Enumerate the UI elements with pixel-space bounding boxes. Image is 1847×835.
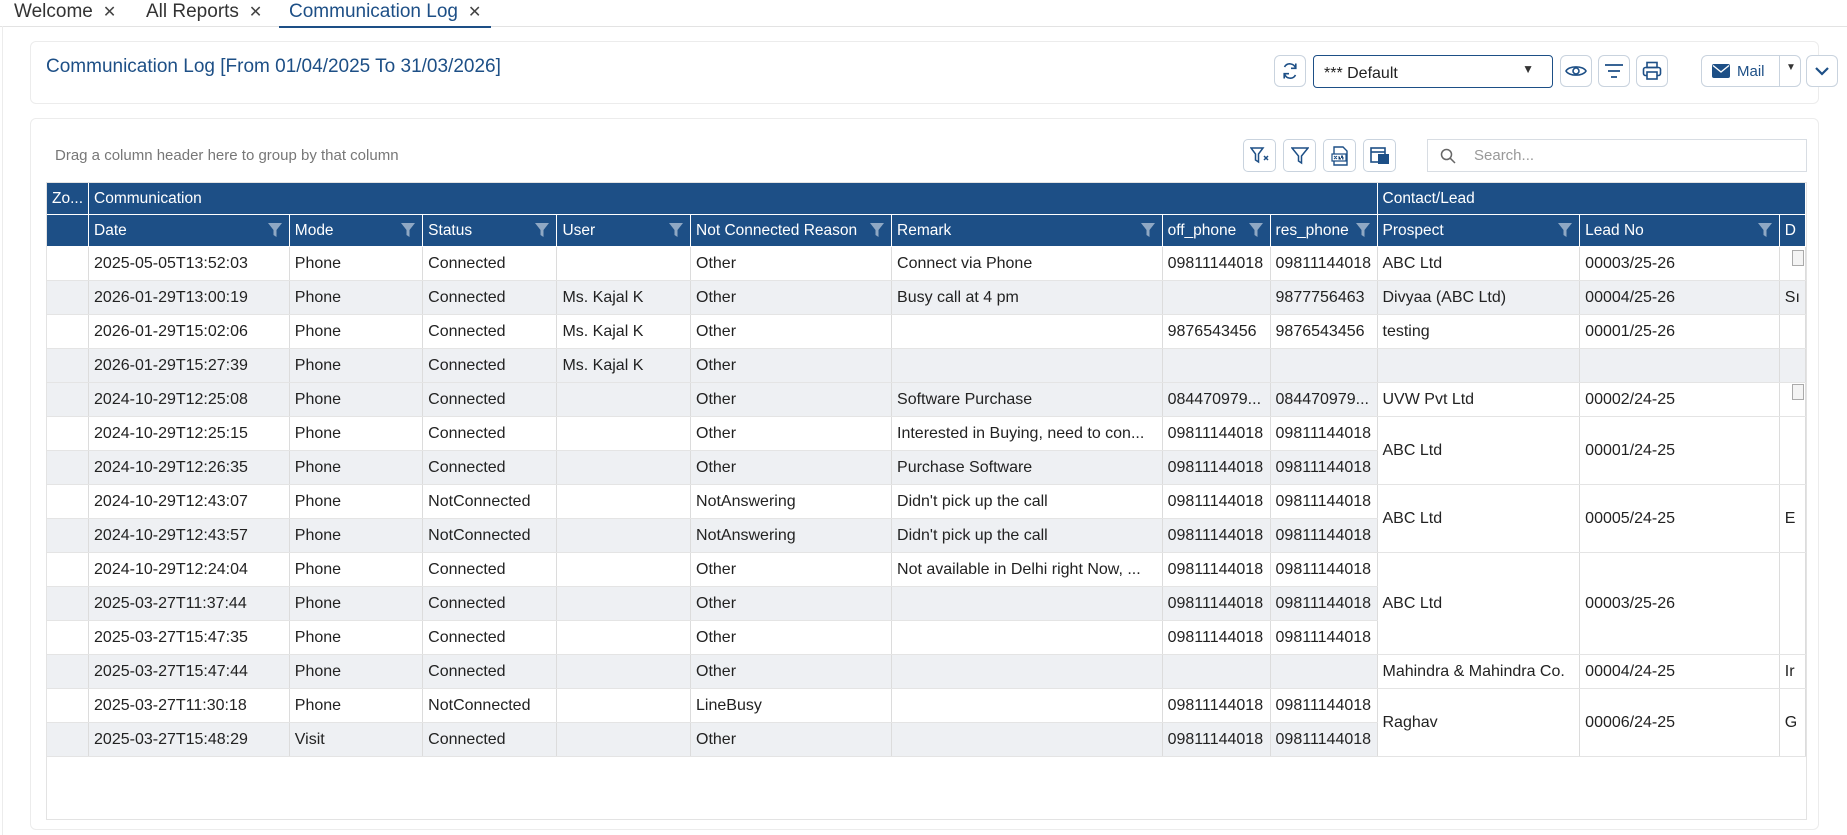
column-header-label: D: [1784, 221, 1796, 239]
d-cell[interactable]: Sı: [1779, 281, 1805, 315]
d-cell[interactable]: [1779, 417, 1805, 485]
status-cell[interactable]: Connected: [423, 655, 557, 689]
column-filter-icon[interactable]: [267, 222, 283, 243]
mode-cell[interactable]: Visit: [289, 723, 422, 757]
filter-icon: [1557, 222, 1573, 238]
lead-cell[interactable]: 00001/25-26: [1580, 315, 1780, 349]
res-cell[interactable]: [1270, 655, 1377, 689]
remark-cell[interactable]: Not available in Delhi right Now, ...: [892, 553, 1163, 587]
remark-cell[interactable]: [892, 655, 1163, 689]
res-cell[interactable]: 09811144018: [1270, 723, 1377, 757]
column-chooser-icon: [1370, 147, 1390, 165]
status-cell[interactable]: NotConnected: [423, 519, 557, 553]
column-header-res-phone[interactable]: [1270, 215, 1377, 247]
search-field[interactable]: [1427, 139, 1807, 172]
user-cell[interactable]: [557, 417, 691, 451]
date-cell[interactable]: 2024-10-29T12:25:15: [89, 417, 290, 451]
res-cell[interactable]: 09811144018: [1270, 417, 1377, 451]
prospect-cell[interactable]: ABC Ltd: [1377, 553, 1580, 655]
zone-cell[interactable]: [47, 723, 89, 757]
table-row[interactable]: [47, 553, 1806, 587]
prospect-cell[interactable]: UVW Pvt Ltd: [1377, 383, 1580, 417]
envelope-icon: [1712, 64, 1730, 78]
tab-bar: [0, 0, 1847, 27]
mode-cell[interactable]: Phone: [289, 349, 422, 383]
status-cell[interactable]: Connected: [423, 315, 557, 349]
res-cell[interactable]: 09811144018: [1270, 485, 1377, 519]
reason-cell[interactable]: NotAnswering: [691, 485, 892, 519]
prospect-cell[interactable]: ABC Ltd: [1377, 417, 1580, 485]
user-cell[interactable]: [557, 587, 691, 621]
date-cell[interactable]: 2026-01-29T13:00:19: [89, 281, 290, 315]
column-header-label: Lead No: [1585, 221, 1644, 239]
date-cell[interactable]: 2025-03-27T15:47:44: [89, 655, 290, 689]
off-cell[interactable]: [1162, 349, 1270, 383]
preview-button[interactable]: [1560, 55, 1592, 87]
date-cell[interactable]: 2025-03-27T11:30:18: [89, 689, 290, 723]
mode-cell[interactable]: Phone: [289, 247, 422, 281]
mail-button[interactable]: [1701, 55, 1801, 87]
zone-cell[interactable]: [47, 383, 89, 417]
lead-cell[interactable]: 00004/24-25: [1580, 655, 1780, 689]
reason-cell[interactable]: NotAnswering: [691, 519, 892, 553]
mode-cell[interactable]: Phone: [289, 689, 422, 723]
caret-down-icon[interactable]: ▼: [1786, 62, 1796, 73]
mode-cell[interactable]: Phone: [289, 485, 422, 519]
report-header: [30, 41, 1819, 104]
res-cell[interactable]: [1270, 349, 1377, 383]
off-cell[interactable]: 09811144018: [1162, 723, 1270, 757]
column-header-label: Date: [94, 221, 127, 239]
user-cell[interactable]: [557, 485, 691, 519]
off-cell[interactable]: 9876543456: [1162, 315, 1270, 349]
scrollbar-thumb[interactable]: [1792, 250, 1804, 266]
prospect-cell[interactable]: [1377, 349, 1580, 383]
column-header-label: User: [562, 221, 596, 239]
chevron-down-icon: [1814, 66, 1830, 76]
zone-cell[interactable]: [47, 417, 89, 451]
off-cell[interactable]: [1162, 281, 1270, 315]
d-cell[interactable]: [1779, 315, 1805, 349]
lead-cell[interactable]: [1580, 349, 1780, 383]
tab-label: Communication Log: [289, 1, 458, 22]
column-header-mode[interactable]: [289, 215, 422, 247]
status-cell[interactable]: NotConnected: [423, 689, 557, 723]
tab-all-reports[interactable]: [146, 0, 262, 26]
off-cell[interactable]: 09811144018: [1162, 417, 1270, 451]
mode-cell[interactable]: Phone: [289, 315, 422, 349]
divider: [1779, 56, 1780, 86]
filter-icon: [1355, 222, 1371, 238]
status-cell[interactable]: Connected: [423, 587, 557, 621]
off-cell[interactable]: 09811144018: [1162, 247, 1270, 281]
prospect-cell[interactable]: Divyaa (ABC Ltd): [1377, 281, 1580, 315]
status-cell[interactable]: Connected: [423, 281, 557, 315]
grid-card: [30, 118, 1819, 830]
tab-communication-log[interactable]: [279, 0, 491, 28]
off-cell[interactable]: 09811144018: [1162, 553, 1270, 587]
lead-cell[interactable]: 00004/25-26: [1580, 281, 1780, 315]
zone-cell[interactable]: [47, 247, 89, 281]
d-cell[interactable]: [1779, 553, 1805, 655]
column-header-label: Prospect: [1382, 221, 1444, 239]
remark-cell[interactable]: [892, 587, 1163, 621]
res-cell[interactable]: 09811144018: [1270, 689, 1377, 723]
date-cell[interactable]: 2024-10-29T12:24:04: [89, 553, 290, 587]
scrollbar-thumb[interactable]: [1792, 384, 1804, 400]
column-chooser-button[interactable]: [1363, 139, 1396, 172]
reason-cell[interactable]: Other: [691, 621, 892, 655]
lead-cell[interactable]: 00002/24-25: [1580, 383, 1780, 417]
d-cell[interactable]: Ir: [1779, 655, 1805, 689]
column-filter-icon[interactable]: [1248, 222, 1264, 243]
filter-icon: [267, 222, 283, 238]
mode-cell[interactable]: Phone: [289, 281, 422, 315]
excel-export-icon: [1330, 146, 1350, 166]
export-excel-button[interactable]: [1323, 139, 1356, 172]
prospect-cell[interactable]: ABC Ltd: [1377, 247, 1580, 281]
close-icon[interactable]: ✕: [102, 4, 117, 21]
user-cell[interactable]: [557, 553, 691, 587]
remark-cell[interactable]: Purchase Software: [892, 451, 1163, 485]
status-cell[interactable]: Connected: [423, 451, 557, 485]
column-header-remark[interactable]: [892, 215, 1163, 247]
mode-cell[interactable]: Phone: [289, 553, 422, 587]
clear-filter-button[interactable]: [1243, 139, 1276, 172]
column-header-status[interactable]: [423, 215, 557, 247]
zone-cell[interactable]: [47, 485, 89, 519]
chevron-down-icon: ▼: [1522, 62, 1534, 76]
user-cell[interactable]: [557, 655, 691, 689]
res-cell[interactable]: 09811144018: [1270, 621, 1377, 655]
res-cell[interactable]: 09811144018: [1270, 247, 1377, 281]
reason-cell[interactable]: Other: [691, 315, 892, 349]
remark-cell[interactable]: Connect via Phone: [892, 247, 1163, 281]
off-cell[interactable]: 084470979...: [1162, 383, 1270, 417]
res-cell[interactable]: 9876543456: [1270, 315, 1377, 349]
table-row[interactable]: [47, 281, 1806, 315]
filter-icon: [1757, 222, 1773, 238]
prospect-cell[interactable]: ABC Ltd: [1377, 485, 1580, 553]
table-row[interactable]: [47, 689, 1806, 723]
lead-cell[interactable]: 00003/25-26: [1580, 553, 1780, 655]
remark-cell[interactable]: Software Purchase: [892, 383, 1163, 417]
communication-table: [47, 183, 1806, 757]
zone-cell[interactable]: [47, 315, 89, 349]
user-cell[interactable]: Ms. Kajal K: [557, 281, 691, 315]
d-cell[interactable]: E: [1779, 485, 1805, 553]
date-cell[interactable]: 2026-01-29T15:02:06: [89, 315, 290, 349]
column-header-lead-no[interactable]: [1580, 215, 1780, 247]
reason-cell[interactable]: Other: [691, 723, 892, 757]
mode-cell[interactable]: Phone: [289, 519, 422, 553]
zone-cell[interactable]: [47, 689, 89, 723]
status-cell[interactable]: Connected: [423, 553, 557, 587]
filter-icon: [1248, 222, 1264, 238]
tab-label: Welcome: [14, 1, 93, 22]
remark-cell[interactable]: Didn't pick up the call: [892, 519, 1163, 553]
off-cell[interactable]: 09811144018: [1162, 587, 1270, 621]
lead-cell[interactable]: 00005/24-25: [1580, 485, 1780, 553]
zone-cell[interactable]: [47, 349, 89, 383]
column-filter-icon[interactable]: [1355, 222, 1371, 243]
column-filter-icon[interactable]: [400, 222, 416, 243]
date-cell[interactable]: 2025-03-27T15:47:35: [89, 621, 290, 655]
mode-cell[interactable]: Phone: [289, 383, 422, 417]
status-cell[interactable]: Connected: [423, 349, 557, 383]
date-cell[interactable]: 2025-05-05T13:52:03: [89, 247, 290, 281]
off-cell[interactable]: 09811144018: [1162, 485, 1270, 519]
close-icon[interactable]: ✕: [248, 4, 263, 21]
eye-icon: [1565, 63, 1587, 79]
zone-column-header[interactable]: [47, 215, 89, 247]
user-cell[interactable]: [557, 689, 691, 723]
filter-icon: [534, 222, 550, 238]
lead-cell[interactable]: 00001/24-25: [1580, 417, 1780, 485]
table-row[interactable]: [47, 349, 1806, 383]
search-icon: [1440, 148, 1456, 164]
sort-lines-icon: [1604, 63, 1624, 79]
mail-label: Mail: [1737, 63, 1765, 80]
column-header-label: res_phone: [1275, 221, 1349, 239]
zone-cell[interactable]: [47, 281, 89, 315]
column-header-label: Status: [428, 221, 473, 239]
off-cell[interactable]: [1162, 655, 1270, 689]
zone-cell[interactable]: [47, 655, 89, 689]
filter-icon: [400, 222, 416, 238]
status-cell[interactable]: Connected: [423, 383, 557, 417]
reason-cell[interactable]: Other: [691, 553, 892, 587]
date-cell[interactable]: 2024-10-29T12:43:57: [89, 519, 290, 553]
search-input[interactable]: [1472, 146, 1796, 165]
res-cell[interactable]: 09811144018: [1270, 451, 1377, 485]
group-panel-hint: Drag a column header here to group by that column: [55, 147, 399, 164]
off-cell[interactable]: 09811144018: [1162, 689, 1270, 723]
column-filter-icon[interactable]: [869, 222, 885, 243]
res-cell[interactable]: 09811144018: [1270, 519, 1377, 553]
column-filter-icon[interactable]: [534, 222, 550, 243]
zone-cell[interactable]: [47, 451, 89, 485]
reason-cell[interactable]: Other: [691, 587, 892, 621]
remark-cell[interactable]: [892, 349, 1163, 383]
zone-cell[interactable]: [47, 519, 89, 553]
res-cell[interactable]: 084470979...: [1270, 383, 1377, 417]
mode-cell[interactable]: Phone: [289, 655, 422, 689]
date-cell[interactable]: 2024-10-29T12:25:08: [89, 383, 290, 417]
date-cell[interactable]: 2026-01-29T15:27:39: [89, 349, 290, 383]
status-cell[interactable]: Connected: [423, 417, 557, 451]
reason-cell[interactable]: Other: [691, 655, 892, 689]
column-header-date[interactable]: [89, 215, 290, 247]
status-cell[interactable]: Connected: [423, 247, 557, 281]
user-cell[interactable]: [557, 519, 691, 553]
column-header-label: off_phone: [1167, 221, 1237, 239]
lead-cell[interactable]: 00006/24-25: [1580, 689, 1780, 757]
band-header-contact-lead: Contact/Lead: [1377, 183, 1806, 215]
refresh-button[interactable]: [1274, 55, 1306, 87]
table-row[interactable]: [47, 247, 1806, 281]
user-cell[interactable]: [557, 247, 691, 281]
user-cell[interactable]: [557, 723, 691, 757]
column-filter-icon[interactable]: [668, 222, 684, 243]
date-cell[interactable]: 2024-10-29T12:43:07: [89, 485, 290, 519]
table-row[interactable]: [47, 485, 1806, 519]
printer-icon: [1642, 61, 1662, 81]
status-cell[interactable]: NotConnected: [423, 485, 557, 519]
table-row[interactable]: [47, 417, 1806, 451]
filter-icon: [869, 222, 885, 238]
data-grid: [46, 182, 1807, 820]
status-cell[interactable]: Connected: [423, 723, 557, 757]
date-cell[interactable]: 2025-03-27T11:37:44: [89, 587, 290, 621]
reason-cell[interactable]: Other: [691, 281, 892, 315]
view-select[interactable]: [1313, 55, 1553, 88]
zone-cell[interactable]: [47, 621, 89, 655]
lead-cell[interactable]: 00003/25-26: [1580, 247, 1780, 281]
reason-cell[interactable]: Other: [691, 417, 892, 451]
remark-cell[interactable]: [892, 315, 1163, 349]
column-filter-icon[interactable]: [1757, 222, 1773, 243]
remark-cell[interactable]: [892, 621, 1163, 655]
user-cell[interactable]: [557, 383, 691, 417]
table-row[interactable]: [47, 655, 1806, 689]
column-header-user[interactable]: [557, 215, 691, 247]
res-cell[interactable]: 09811144018: [1270, 553, 1377, 587]
remark-cell[interactable]: Didn't pick up the call: [892, 485, 1163, 519]
close-icon[interactable]: ✕: [467, 4, 482, 21]
filter-icon: [668, 222, 684, 238]
view-select-value: *** Default: [1324, 65, 1398, 82]
reason-cell[interactable]: Other: [691, 247, 892, 281]
d-cell[interactable]: [1779, 349, 1805, 383]
column-header-prospect[interactable]: [1377, 215, 1580, 247]
remark-cell[interactable]: Busy call at 4 pm: [892, 281, 1163, 315]
res-cell[interactable]: 9877756463: [1270, 281, 1377, 315]
remark-cell[interactable]: [892, 723, 1163, 757]
table-row[interactable]: [47, 315, 1806, 349]
user-cell[interactable]: Ms. Kajal K: [557, 315, 691, 349]
column-filter-icon[interactable]: [1140, 222, 1156, 243]
tab-label: All Reports: [146, 1, 239, 22]
print-button[interactable]: [1636, 55, 1668, 87]
remark-cell[interactable]: Interested in Buying, need to con...: [892, 417, 1163, 451]
off-cell[interactable]: 09811144018: [1162, 451, 1270, 485]
reason-cell[interactable]: Other: [691, 451, 892, 485]
user-cell[interactable]: [557, 451, 691, 485]
prospect-cell[interactable]: Mahindra & Mahindra Co.: [1377, 655, 1580, 689]
clear-filter-icon: [1250, 147, 1270, 165]
collapse-button[interactable]: [1806, 55, 1838, 87]
column-header-off-phone[interactable]: [1162, 215, 1270, 247]
reason-cell[interactable]: Other: [691, 383, 892, 417]
table-row[interactable]: [47, 383, 1806, 417]
prospect-cell[interactable]: testing: [1377, 315, 1580, 349]
d-cell[interactable]: G: [1779, 689, 1805, 757]
column-filter-icon[interactable]: [1557, 222, 1573, 243]
reason-cell[interactable]: LineBusy: [691, 689, 892, 723]
mode-cell[interactable]: Phone: [289, 451, 422, 485]
prospect-cell[interactable]: Raghav: [1377, 689, 1580, 757]
filter-button[interactable]: [1283, 139, 1316, 172]
filter-icon: [1291, 147, 1309, 165]
filter-icon: [1140, 222, 1156, 238]
mode-cell[interactable]: Phone: [289, 417, 422, 451]
mode-cell[interactable]: Phone: [289, 621, 422, 655]
tab-welcome[interactable]: [14, 0, 116, 26]
column-header-label: Not Connected Reason: [696, 221, 858, 239]
page-title: Communication Log [From 01/04/2025 To 31/03/2026]: [46, 56, 501, 77]
off-cell[interactable]: 09811144018: [1162, 621, 1270, 655]
user-cell[interactable]: Ms. Kajal K: [557, 349, 691, 383]
refresh-icon: [1280, 61, 1300, 81]
date-cell[interactable]: 2025-03-27T15:48:29: [89, 723, 290, 757]
status-cell[interactable]: Connected: [423, 621, 557, 655]
column-header-label: Mode: [294, 221, 334, 239]
filter-settings-button[interactable]: [1598, 55, 1630, 87]
column-header-label: Remark: [897, 221, 952, 239]
user-cell[interactable]: [557, 621, 691, 655]
reason-cell[interactable]: Other: [691, 349, 892, 383]
zone-cell[interactable]: [47, 587, 89, 621]
remark-cell[interactable]: [892, 689, 1163, 723]
column-header-not-connected-reason[interactable]: [691, 215, 892, 247]
mode-cell[interactable]: Phone: [289, 587, 422, 621]
band-header-zone[interactable]: Zo...: [47, 183, 89, 215]
zone-cell[interactable]: [47, 553, 89, 587]
column-header-d[interactable]: [1779, 215, 1805, 247]
date-cell[interactable]: 2024-10-29T12:26:35: [89, 451, 290, 485]
off-cell[interactable]: 09811144018: [1162, 519, 1270, 553]
band-header-communication: Communication: [89, 183, 1377, 215]
res-cell[interactable]: 09811144018: [1270, 587, 1377, 621]
